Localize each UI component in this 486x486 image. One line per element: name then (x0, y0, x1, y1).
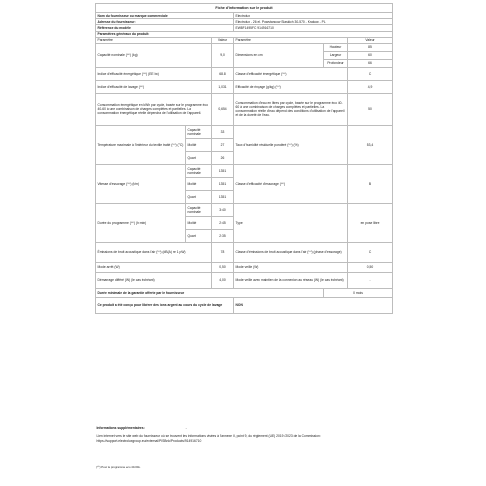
supplier-address-value: Electrolux - 26 el. Powstancow Slaskich 30-570 - Krakow - PL (234, 19, 393, 25)
footnote: (⁽ᴬ⁾) Pour le programme eco 40-60s. (96, 465, 141, 469)
temperature-row-value: 26 (212, 151, 234, 164)
humidity-value: 53,4 (348, 125, 393, 164)
wash-index-value: 1,031 (212, 80, 234, 93)
general-heading: Paramètres généraux du produit: (96, 31, 393, 37)
warranty-label: Durée minimale de la garantie offerte par le fournisseur (96, 288, 324, 297)
humidity-label: Taux d'humidité résiduelle pondéré (⁽ᴬ⁾) (%) (234, 125, 348, 164)
capacity-label: Capacité nominale (⁽ᴬ⁾) (kg) (96, 43, 212, 67)
duration-row-label: Moitié (186, 216, 212, 229)
duration-row-value: 3:40 (212, 203, 234, 216)
temperature-row-label: Moitié (186, 138, 212, 151)
extra-info-value: - (185, 426, 187, 430)
silver-ion-value: NON (234, 297, 393, 313)
spin-row-value: 1351 (212, 177, 234, 190)
delay-start-label: Démarrage différé (W) (le cas échéant) (96, 272, 212, 288)
temperature-row-value: 33 (212, 125, 234, 138)
supplier-name-value: Electrolux (234, 13, 393, 19)
rinse-label: Efficacité de rinçage (g/kg) (⁽ᴬ⁾) (234, 80, 348, 93)
warranty-value: 0 mois (324, 288, 393, 297)
model-label: Référence du modèle (96, 25, 234, 31)
energy-consumption-value: 0,654 (212, 93, 234, 125)
supplier-link-text: Lien internet vers le site web du fournisseur où se trouvent les informations visées à l'annexe II, point 9, du règlement (UE) 2019 /2023 de la Commission: https://support.electroluxgroup.eu/external/PISBnk/Products/914916710 (96, 434, 321, 443)
noise-class-label: Classe d'émissions de bruit acoustique dans l'air (⁽ᴬ⁾) (phase d'essorage) (234, 242, 348, 262)
spin-speed-label: Vitesse d'essorage (⁽ᴬ⁾) (t/m) (96, 164, 186, 203)
footer-info (95, 426, 392, 444)
supplier-address-label: Adresse du fournisseur: (96, 19, 234, 25)
spin-row-value: 1351 (212, 164, 234, 177)
network-standby-value: - (348, 272, 393, 288)
model-value: EW8F1495FC 914916710 (234, 25, 393, 31)
product-fiche (95, 3, 392, 314)
spin-row-value: 1351 (212, 190, 234, 203)
spin-class-value: B (348, 164, 393, 203)
noise-label: Émissions de bruit acoustique dans l'air (⁽ᴬ⁾) (dB(A) re 1 pW) (96, 242, 212, 262)
spin-row-label: Capacité nominale (186, 164, 212, 177)
spin-row-label: Quart (186, 190, 212, 203)
spin-class-label: Classe d'efficacité d'essorage (⁽ᴬ⁾) (234, 164, 348, 203)
column-header-param: Paramètre (234, 37, 348, 43)
dimension-value: 66 (348, 59, 393, 67)
eei-value: 68.8 (212, 67, 234, 80)
network-standby-label: Mode veille avec maintien de la connexion au réseau (W) (le cas échéant) (234, 272, 348, 288)
standby-label: Mode veille (W) (234, 262, 348, 272)
off-mode-value: 0,50 (212, 262, 234, 272)
noise-class-value: C (348, 242, 393, 262)
rinse-value: 4,9 (348, 80, 393, 93)
supplier-name-label: Nom du fournisseur ou marque commerciale (96, 13, 234, 19)
dimension-value: 85 (348, 43, 393, 51)
column-header-value: Valeur (212, 37, 234, 43)
temperature-row-label: Quart (186, 151, 212, 164)
capacity-value: 9,0 (212, 43, 234, 67)
dimension-value: 60 (348, 51, 393, 59)
water-consumption-value: 50 (348, 93, 393, 125)
extra-info-label: Informations supplémentaires: (96, 426, 145, 430)
temperature-row-label: Capacité nominale (186, 125, 212, 138)
duration-label: Durée du programme (⁽ᴬ⁾) (h:min) (96, 203, 186, 242)
energy-consumption-label: Consommation énergétique en kWh par cycle, basée sur le programme éco 40-60 à une combinaison de charges complètes et partielles. La consommation énergétique réelle dépendra de l'utilisation de l'appareil. (96, 93, 212, 125)
duration-row-value: 2:35 (212, 229, 234, 242)
silver-ion-label: Ce produit a été conçu pour libérer des ions argent au cours du cycle de lavage (96, 297, 234, 313)
off-mode-label: Mode arrêt (W) (96, 262, 212, 272)
page-title: Fiche d'information sur le produit (96, 4, 393, 13)
noise-value: 78 (212, 242, 234, 262)
water-consumption-label: Consommation d'eau en litres par cycle, basée sur le programme éco 40-60 à une combinaison de charges complètes et partielles. La consommation réelle d'eau dépend des conditions d'utilisation de l'appareil et de la dureté de l'eau. (234, 93, 348, 125)
dimension-label: Hauteur (324, 43, 348, 51)
dimensions-label: Dimensions en cm (234, 43, 324, 67)
temperature-row-value: 27 (212, 138, 234, 151)
dimension-label: Profondeur (324, 59, 348, 67)
wash-index-label: Indice d'efficacité de lavage (⁽ᴬ⁾) (96, 80, 212, 93)
product-table (95, 3, 393, 314)
duration-row-value: 2:45 (212, 216, 234, 229)
type-value: en pose libre (348, 203, 393, 242)
spin-row-label: Moitié (186, 177, 212, 190)
standby-value: 0,50 (348, 262, 393, 272)
temperature-label: Température maximale à l'intérieur du textile traité (⁽ᴬ⁾) (°C) (96, 125, 186, 164)
column-header-value: Valeur (348, 37, 393, 43)
energy-class-value: C (348, 67, 393, 80)
energy-class-label: Classe d'efficacité énergétique (⁽ᴬ⁾) (234, 67, 348, 80)
dimension-label: Largeur (324, 51, 348, 59)
duration-row-label: Quart (186, 229, 212, 242)
eei-label: Indice d'efficacité énergétique (⁽ᴬ⁾) (EE Iw) (96, 67, 212, 80)
column-header-param: Paramètre (96, 37, 212, 43)
type-label: Type (234, 203, 348, 242)
delay-start-value: 4,00 (212, 272, 234, 288)
duration-row-label: Capacité nominale (186, 203, 212, 216)
